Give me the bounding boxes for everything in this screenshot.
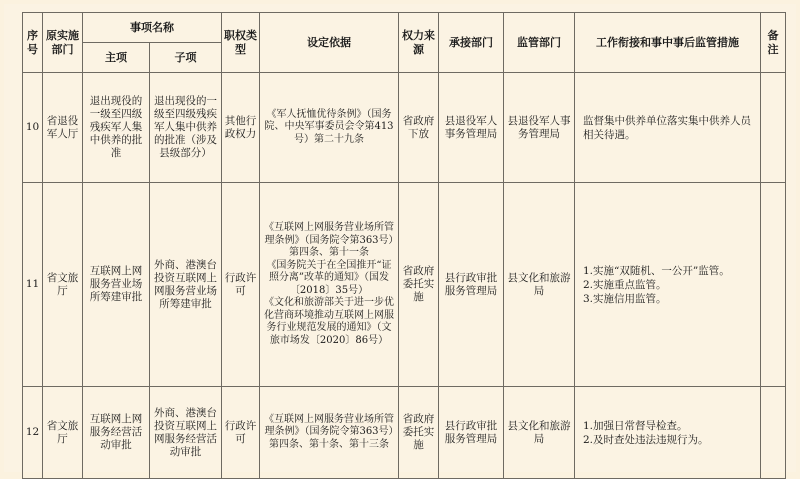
cell-remarks bbox=[761, 73, 786, 183]
header-remarks: 备注 bbox=[761, 13, 786, 73]
header-power-source: 权力来源 bbox=[399, 13, 439, 73]
cell-sub-item: 外商、港澳台投资互联网上网服务营业场所筹建审批 bbox=[150, 183, 222, 387]
header-sub-item: 子项 bbox=[150, 43, 222, 73]
cell-sub-item: 退出现役的一级至四级残疾军人集中供养的批准（涉及县级部分） bbox=[150, 73, 222, 183]
matters-table bbox=[22, 12, 786, 479]
cell-seq: 10 bbox=[23, 73, 43, 183]
table-row bbox=[23, 73, 786, 183]
header-main-item: 主项 bbox=[83, 43, 150, 73]
cell-receiving-dept: 县行政审批服务管理局 bbox=[439, 183, 504, 387]
header-seq: 序号 bbox=[23, 13, 43, 73]
cell-power-source: 省政府下放 bbox=[399, 73, 439, 183]
table-row bbox=[23, 387, 786, 479]
header-basis: 设定依据 bbox=[260, 13, 399, 73]
header-measures: 工作衔接和事中事后监管措施 bbox=[575, 13, 761, 73]
header-row bbox=[23, 13, 786, 43]
cell-original-dept: 省文旅厅 bbox=[43, 387, 83, 479]
cell-measures: 监督集中供养单位落实集中供养人员相关待遇。 bbox=[575, 73, 761, 183]
cell-basis: 《军人抚恤优待条例》（国务院、中央军事委员会令第413号）第二十九条 bbox=[260, 73, 399, 183]
header-supervising-dept: 监管部门 bbox=[504, 13, 575, 73]
cell-remarks bbox=[761, 183, 786, 387]
header-receiving-dept: 承接部门 bbox=[439, 13, 504, 73]
cell-power-type: 行政许可 bbox=[222, 387, 260, 479]
cell-seq: 12 bbox=[23, 387, 43, 479]
cell-remarks bbox=[761, 387, 786, 479]
cell-main-item: 互联网上网服务营业场所筹建审批 bbox=[83, 183, 150, 387]
document-page bbox=[4, 4, 796, 472]
table-row bbox=[23, 183, 786, 387]
cell-supervising-dept: 县文化和旅游局 bbox=[504, 387, 575, 479]
header-item-name: 事项名称 bbox=[83, 13, 222, 43]
header-original-dept: 原实施部门 bbox=[43, 13, 83, 73]
cell-power-type: 其他行政权力 bbox=[222, 73, 260, 183]
cell-power-source: 省政府委托实施 bbox=[399, 387, 439, 479]
cell-power-type: 行政许可 bbox=[222, 183, 260, 387]
cell-basis: 《互联网上网服务营业场所管理条例》（国务院令第363号）第四条、第十一条 《国务院关于在全国推开“证照分离”改革的通知》（国发〔2018〕35号） 《文化和旅游部关于进一步优化营商环境推动互联网上网服务行业规范发展的通知》（文旅市场发〔2020〕86号） bbox=[260, 183, 399, 387]
header-power-type: 职权类型 bbox=[222, 13, 260, 73]
cell-main-item: 互联网上网服务经营活动审批 bbox=[83, 387, 150, 479]
cell-receiving-dept: 县退役军人事务管理局 bbox=[439, 73, 504, 183]
cell-basis: 《互联网上网服务营业场所管理条例》（国务院令第363号）第四条、第十条、第十三条 bbox=[260, 387, 399, 479]
cell-power-source: 省政府委托实施 bbox=[399, 183, 439, 387]
cell-main-item: 退出现役的一级至四级残疾军人集中供养的批准 bbox=[83, 73, 150, 183]
cell-receiving-dept: 县行政审批服务管理局 bbox=[439, 387, 504, 479]
cell-supervising-dept: 县文化和旅游局 bbox=[504, 183, 575, 387]
cell-measures: 1.实施“双随机、一公开”监管。 2.实施重点监管。 3.实施信用监管。 bbox=[575, 183, 761, 387]
cell-sub-item: 外商、港澳台投资互联网上网服务经营活动审批 bbox=[150, 387, 222, 479]
cell-original-dept: 省退役军人厅 bbox=[43, 73, 83, 183]
cell-seq: 11 bbox=[23, 183, 43, 387]
cell-original-dept: 省文旅厅 bbox=[43, 183, 83, 387]
cell-supervising-dept: 县退役军人事务管理局 bbox=[504, 73, 575, 183]
cell-measures: 1.加强日常督导检查。 2.及时查处违法违规行为。 bbox=[575, 387, 761, 479]
